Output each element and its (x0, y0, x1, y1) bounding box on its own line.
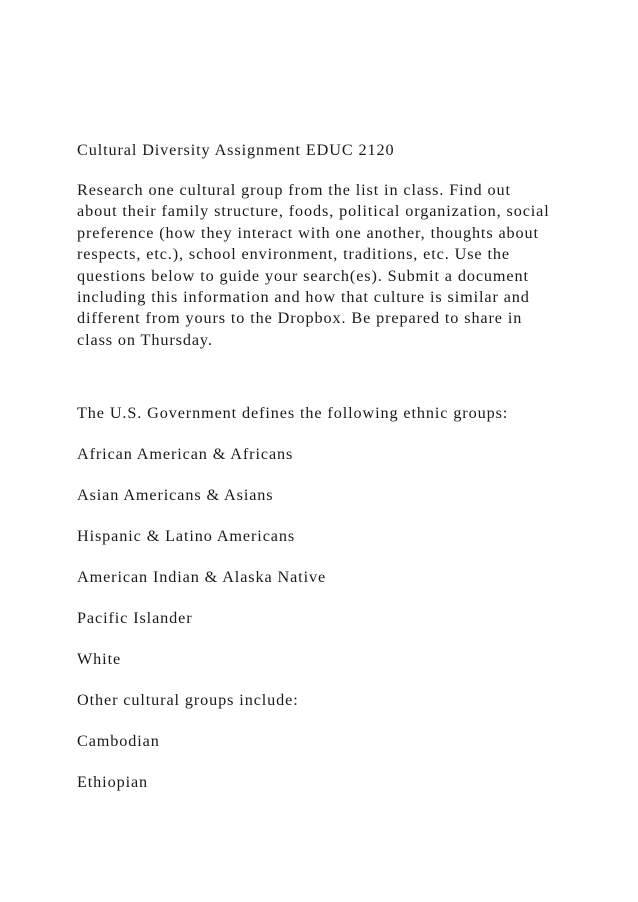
gov-group-item: Hispanic & Latino Americans (77, 527, 296, 545)
intro-line: class on Thursday. (77, 330, 213, 349)
gov-group-item: White (77, 650, 122, 668)
gov-heading: The U.S. Government defines the following ethnic groups: (77, 404, 509, 422)
intro-line: including this information and how that culture is similar and (77, 288, 530, 307)
intro-line: different from yours to the Dropbox. Be prepared to share in (77, 309, 523, 328)
gov-group-item: American Indian & Alaska Native (77, 568, 327, 586)
intro-line: Research one cultural group from the list in class. Find out (77, 181, 511, 199)
intro-line: about their family structure, foods, political organization, social (77, 202, 550, 221)
gov-group-item: Pacific Islander (77, 609, 193, 627)
intro-line: respects, etc.), school environment, traditions, etc. Use the (77, 245, 510, 264)
intro-paragraph (77, 180, 577, 351)
gov-group-item: African American & Africans (77, 445, 294, 463)
document-title: Cultural Diversity Assignment EDUC 2120 (77, 141, 395, 159)
other-group-item: Cambodian (77, 732, 160, 750)
gov-group-item: Asian Americans & Asians (77, 486, 274, 504)
intro-line: preference (how they interact with one another, thoughts about (77, 223, 539, 242)
other-heading: Other cultural groups include: (77, 691, 299, 709)
intro-line: questions below to guide your search(es). Submit a document (77, 266, 529, 285)
other-group-item: Ethiopian (77, 773, 149, 791)
